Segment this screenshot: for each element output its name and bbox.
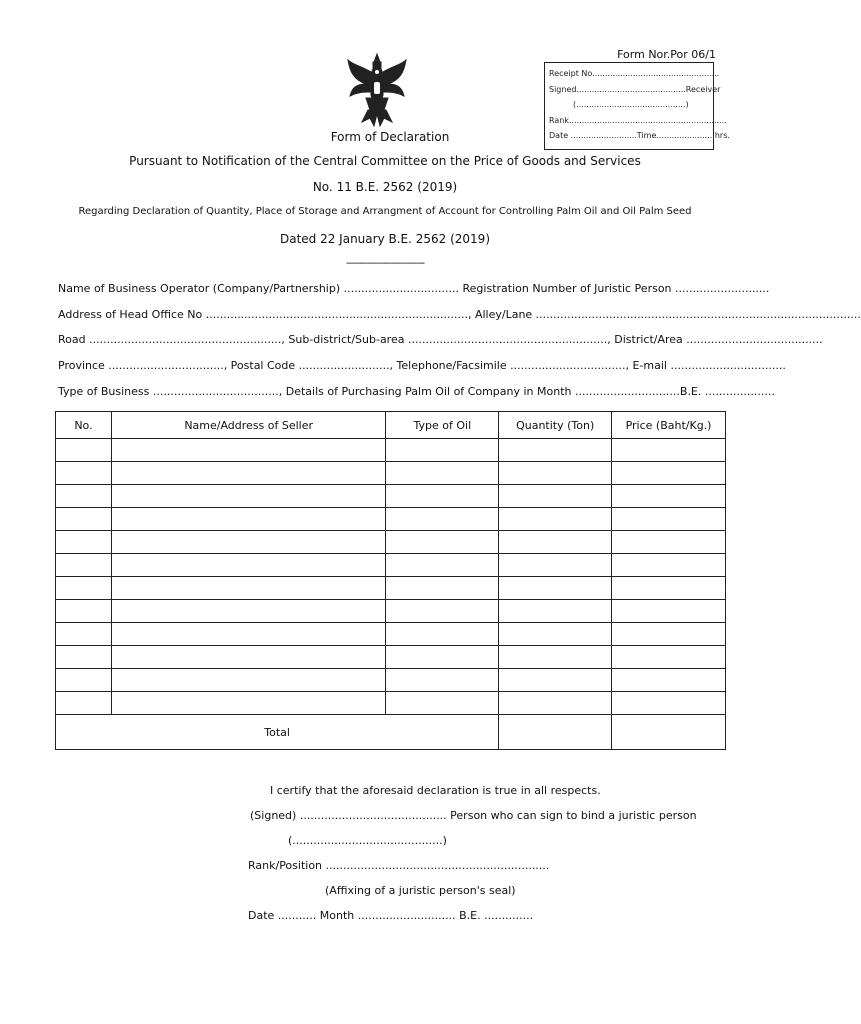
table-cell[interactable] xyxy=(612,485,726,508)
table-cell[interactable] xyxy=(386,577,499,600)
form-number: Form Nor.Por 06/1 xyxy=(617,48,716,61)
table-cell[interactable] xyxy=(499,646,612,669)
header-price: Price (Baht/Kg.) xyxy=(612,412,726,439)
receipt-box xyxy=(544,62,730,150)
head-office-address-field[interactable]: Address of Head Office No ..........................................................................., Alley/Lane ............................................................................................. xyxy=(58,308,861,321)
table-cell[interactable] xyxy=(111,485,386,508)
table-cell[interactable] xyxy=(56,623,112,646)
table-cell[interactable] xyxy=(386,531,499,554)
table-cell[interactable] xyxy=(499,577,612,600)
table-cell[interactable] xyxy=(111,462,386,485)
table-row xyxy=(56,531,726,554)
receipt-date-line: Date ..........................Time.......................hrs. xyxy=(549,131,730,140)
table-cell[interactable] xyxy=(499,692,612,715)
table-cell[interactable] xyxy=(499,462,612,485)
table-cell[interactable] xyxy=(499,508,612,531)
signature-name-field[interactable]: (...........................................) xyxy=(288,834,447,847)
table-cell[interactable] xyxy=(111,577,386,600)
divider-line: ------------------------------ xyxy=(345,258,425,269)
table-cell[interactable] xyxy=(386,600,499,623)
table-cell[interactable] xyxy=(612,692,726,715)
header-quantity: Quantity (Ton) xyxy=(499,412,612,439)
pursuant-line: Pursuant to Notification of the Central Committee on the Price of Goods and Services xyxy=(129,154,641,168)
form-title: Form of Declaration xyxy=(330,130,450,144)
total-row xyxy=(56,715,726,750)
table-cell[interactable] xyxy=(386,462,499,485)
receipt-rank-line: Rank.............................................................. xyxy=(549,115,727,125)
table-cell[interactable] xyxy=(499,600,612,623)
table-cell[interactable] xyxy=(386,439,499,462)
table-cell[interactable] xyxy=(386,669,499,692)
signature-field[interactable]: (Signed) .......................................... Person who can sign to bind a juristic person xyxy=(250,809,697,822)
table-cell[interactable] xyxy=(612,646,726,669)
table-cell[interactable] xyxy=(386,692,499,715)
table-cell[interactable] xyxy=(111,669,386,692)
table-row xyxy=(56,692,726,715)
table-cell[interactable] xyxy=(111,531,386,554)
table-row xyxy=(56,462,726,485)
table-cell[interactable] xyxy=(111,623,386,646)
table-cell[interactable] xyxy=(111,646,386,669)
table-cell[interactable] xyxy=(499,439,612,462)
table-cell[interactable] xyxy=(386,554,499,577)
table-row xyxy=(56,485,726,508)
table-row xyxy=(56,439,726,462)
table-cell[interactable] xyxy=(612,462,726,485)
table-cell[interactable] xyxy=(56,577,112,600)
table-cell[interactable] xyxy=(111,508,386,531)
receipt-signed-line: Signed...........................................Receiver xyxy=(549,84,721,94)
table-cell[interactable] xyxy=(111,600,386,623)
table-row xyxy=(56,577,726,600)
table-cell[interactable] xyxy=(56,531,112,554)
garuda-emblem-icon xyxy=(344,52,410,128)
business-type-field[interactable]: Type of Business ...................................., Details of Purchasing Palm Oil of Company in Month ..............................B.E. .................... xyxy=(58,385,775,398)
table-cell[interactable] xyxy=(499,623,612,646)
table-cell[interactable] xyxy=(56,600,112,623)
header-no: No. xyxy=(56,412,112,439)
total-price-cell[interactable] xyxy=(612,715,726,750)
table-cell[interactable] xyxy=(386,623,499,646)
seal-note: (Affixing of a juristic person's seal) xyxy=(325,884,516,897)
date-field[interactable]: Date ........... Month ............................ B.E. .............. xyxy=(248,909,534,922)
total-label: Total xyxy=(56,715,499,750)
certify-statement: I certify that the aforesaid declaration is true in all respects. xyxy=(270,784,601,797)
table-row xyxy=(56,508,726,531)
table-cell[interactable] xyxy=(386,646,499,669)
table-cell[interactable] xyxy=(56,439,112,462)
table-cell[interactable] xyxy=(612,531,726,554)
table-cell[interactable] xyxy=(612,508,726,531)
table-cell[interactable] xyxy=(56,462,112,485)
receipt-no-line: Receipt No.................................................. xyxy=(549,69,720,78)
table-cell[interactable] xyxy=(56,692,112,715)
table-row xyxy=(56,669,726,692)
seller-table xyxy=(55,411,726,750)
dated-line: Dated 22 January B.E. 2562 (2019) xyxy=(279,232,491,246)
table-cell[interactable] xyxy=(612,669,726,692)
table-cell[interactable] xyxy=(612,439,726,462)
province-contact-field[interactable]: Province ................................., Postal Code .........................., Telephone/Facsimile ................................., E-mail ................................. xyxy=(58,359,786,372)
table-cell[interactable] xyxy=(499,531,612,554)
table-cell[interactable] xyxy=(612,600,726,623)
total-quantity-cell[interactable] xyxy=(499,715,612,750)
table-cell[interactable] xyxy=(56,508,112,531)
table-cell[interactable] xyxy=(111,692,386,715)
table-cell[interactable] xyxy=(499,485,612,508)
table-cell[interactable] xyxy=(499,554,612,577)
table-row xyxy=(56,600,726,623)
table-cell[interactable] xyxy=(56,669,112,692)
table-row xyxy=(56,623,726,646)
rank-position-field[interactable]: Rank/Position ................................................................ xyxy=(248,859,550,872)
header-seller: Name/Address of Seller xyxy=(111,412,386,439)
header-oil-type: Type of Oil xyxy=(386,412,499,439)
table-cell[interactable] xyxy=(386,485,499,508)
table-cell[interactable] xyxy=(56,646,112,669)
table-cell[interactable] xyxy=(499,669,612,692)
road-district-field[interactable]: Road ......................................................., Sub-district/Sub-area ........................................................., District/Area ....................................... xyxy=(58,333,823,346)
table-cell[interactable] xyxy=(386,508,499,531)
regarding-line: Regarding Declaration of Quantity, Place of Storage and Arrangment of Account for Controlling Palm Oil and Oil Palm Seed xyxy=(78,206,692,217)
table-cell[interactable] xyxy=(612,577,726,600)
table-cell[interactable] xyxy=(56,485,112,508)
receipt-paren-line: (...........................................) xyxy=(573,100,689,109)
table-cell[interactable] xyxy=(56,554,112,577)
business-operator-field[interactable]: Name of Business Operator (Company/Partnership) ................................. Registration Number of Juristic Person ........................... xyxy=(58,282,770,295)
table-cell[interactable] xyxy=(111,439,386,462)
table-cell[interactable] xyxy=(612,623,726,646)
table-row xyxy=(56,646,726,669)
notification-number: No. 11 B.E. 2562 (2019) xyxy=(312,180,458,194)
table-cell[interactable] xyxy=(612,554,726,577)
table-row xyxy=(56,554,726,577)
table-cell[interactable] xyxy=(111,554,386,577)
table-header-row xyxy=(56,412,726,439)
